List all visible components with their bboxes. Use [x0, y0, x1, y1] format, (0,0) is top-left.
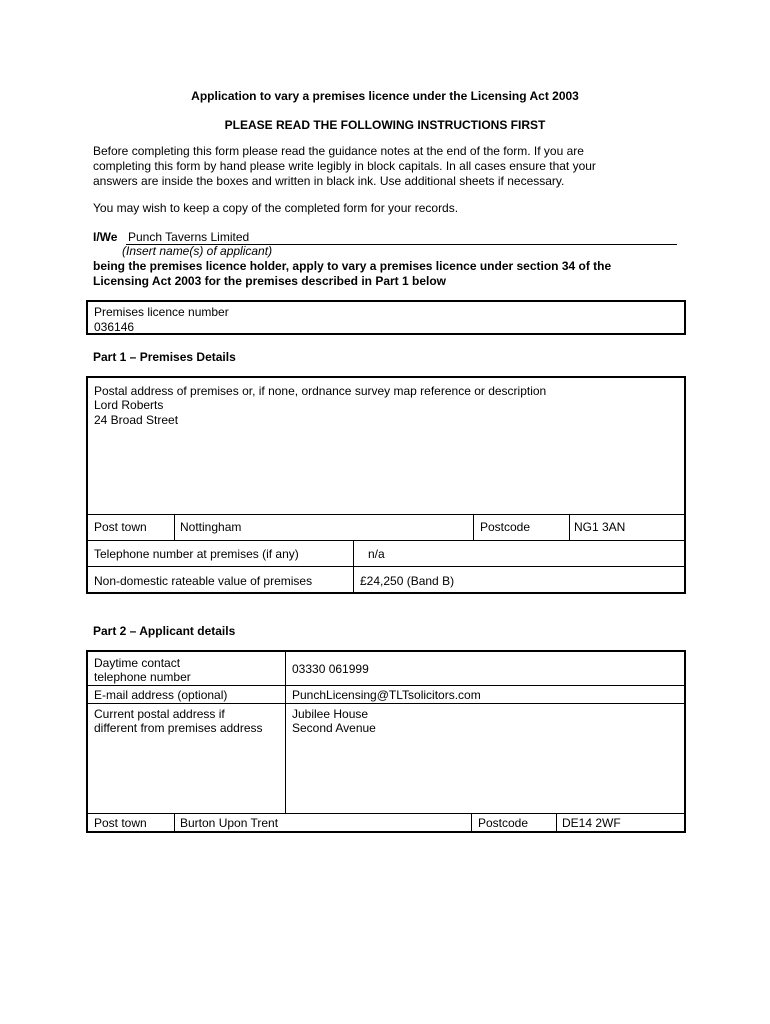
divider: [556, 813, 557, 831]
divider: [88, 813, 684, 814]
postal-address-value[interactable]: [292, 707, 376, 735]
applicant-hint: (Insert name(s) of applicant): [122, 244, 273, 258]
divider: [174, 514, 175, 540]
intro-paragraph: [93, 144, 693, 189]
licence-number-box[interactable]: [86, 300, 686, 335]
email-label: E-mail address (optional): [94, 688, 228, 702]
instructions-heading: PLEASE READ THE FOLLOWING INSTRUCTIONS FIRST: [224, 118, 546, 132]
postcode-label: Postcode: [478, 816, 529, 830]
postcode-label: Postcode: [480, 520, 531, 534]
postal-address-line: Jubilee House: [292, 707, 369, 721]
premises-details-box: [86, 376, 686, 594]
premises-address-line[interactable]: Lord Roberts: [94, 398, 164, 412]
premises-address-line[interactable]: 24 Broad Street: [94, 413, 179, 427]
rateable-value[interactable]: £24,250 (Band B): [360, 574, 455, 588]
daytime-phone-value[interactable]: 03330 061999: [292, 662, 369, 676]
divider: [88, 566, 684, 567]
intro-line: answers are inside the boxes and written in black ink. Use additional sheets if necessary.: [93, 174, 565, 188]
applicant-name: Punch Taverns Limited: [128, 230, 250, 244]
divider: [569, 514, 570, 540]
postal-address-label: [94, 707, 263, 735]
divider: [473, 514, 474, 540]
divider: [174, 813, 175, 831]
part2-heading: Part 2 – Applicant details: [93, 624, 236, 638]
telephone-value[interactable]: n/a: [368, 547, 385, 561]
divider: [88, 540, 684, 541]
postal-label-line: Current postal address if: [94, 707, 225, 721]
postcode-value[interactable]: DE14 2WF: [562, 816, 621, 830]
licence-number-label: Premises licence number: [94, 305, 229, 319]
applicant-details-box: [86, 650, 686, 833]
intro-line: Before completing this form please read the guidance notes at the end of the form. If you are: [93, 144, 584, 158]
postcode-value[interactable]: NG1 3AN: [574, 520, 626, 534]
telephone-label: Telephone number at premises (if any): [94, 547, 299, 561]
post-town-label: Post town: [94, 520, 147, 534]
intro-line: completing this form by hand please write legibly in block capitals. In all cases ensure that your: [93, 159, 596, 173]
statement-line: Licensing Act 2003 for the premises described in Part 1 below: [93, 274, 447, 288]
postal-address-line: Second Avenue: [292, 721, 376, 735]
divider: [88, 685, 684, 686]
premises-address-label: Postal address of premises or, if none, ordnance survey map reference or description: [94, 384, 547, 398]
divider: [88, 703, 684, 704]
daytime-label-line: Daytime contact: [94, 656, 181, 670]
daytime-label-line: telephone number: [94, 670, 191, 684]
copy-note: You may wish to keep a copy of the completed form for your records.: [93, 201, 459, 215]
statement-line: being the premises licence holder, apply to vary a premises licence under section 34 of the: [93, 259, 612, 273]
divider: [88, 514, 684, 515]
rateable-label: Non-domestic rateable value of premises: [94, 574, 313, 588]
postal-label-line: different from premises address: [94, 721, 263, 735]
part1-heading: Part 1 – Premises Details: [93, 350, 236, 364]
applicant-label: I/We: [93, 230, 118, 244]
divider: [285, 652, 286, 814]
post-town-value[interactable]: Burton Upon Trent: [180, 816, 279, 830]
licence-number-value: 036146: [94, 320, 135, 334]
post-town-value[interactable]: Nottingham: [180, 520, 242, 534]
email-value[interactable]: PunchLicensing@TLTsolicitors.com: [292, 688, 481, 702]
daytime-label: [94, 656, 191, 684]
divider: [471, 813, 472, 831]
applicant-name-field[interactable]: [126, 230, 677, 245]
form-title: Application to vary a premises licence under the Licensing Act 2003: [191, 89, 579, 103]
post-town-label: Post town: [94, 816, 147, 830]
applicant-statement: [93, 259, 713, 289]
